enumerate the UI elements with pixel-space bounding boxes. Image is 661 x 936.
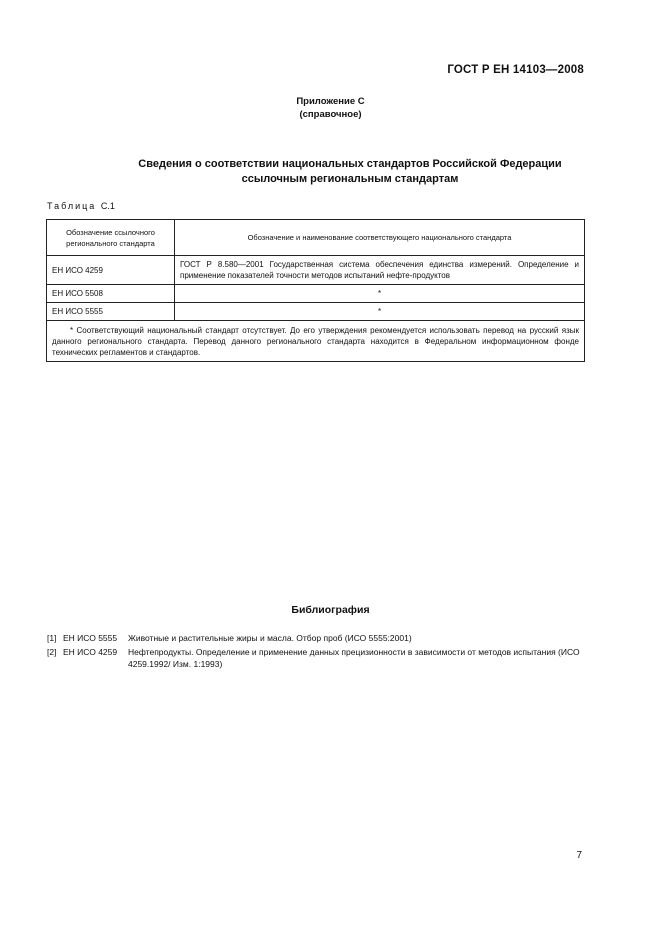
document-code: ГОСТ Р ЕН 14103—2008 [447,64,584,76]
table-footnote [47,321,585,362]
section-title-line2: ссылочным региональным стандартам [241,173,459,185]
table-cell-ref: ЕН ИСО 4259 [47,256,175,285]
table-cell-ref: ЕН ИСО 5555 [47,303,175,321]
appendix-subtitle: (справочное) [299,109,362,120]
section-title-line1: Сведения о соответствии национальных стандартов Российской Федерации [138,158,562,170]
table-footnote-text: * Соответствующий национальный стандарт отсутствует. До его утверждения рекомендуется использовать перевод на русский язык данного регионального стандарта. Перевод данного регионального стандарта находится в Федеральном информационном фонде технических регламентов и стандартов. [52,326,579,357]
appendix-title: Приложение С [296,96,365,107]
table-row [47,285,585,303]
table-row [47,256,585,285]
bibliography-item-number: [1] [47,633,57,643]
table-caption-number: С.1 [100,201,115,211]
table-caption-label: Таблица [47,201,97,211]
table-header-row [47,220,585,256]
table-header-ref: Обозначение ссылочного регионального стандарта [47,220,175,256]
bibliography-item-text: Нефтепродукты. Определение и применение данных прецизионности в зависимости от методов испытания (ИСО 4259.1992/ Изм. 1:1993) [128,647,580,669]
section-title [60,157,640,187]
bibliography-item-code: ЕН ИСО 5555 [63,633,118,643]
bibliography-item-number: [2] [47,647,57,657]
bibliography-list [47,632,587,672]
table-cell-national: * [175,285,585,303]
table-cell-ref: ЕН ИСО 5508 [47,285,175,303]
bibliography-item [47,632,587,644]
table-header-national: Обозначение и наименование соответствующего национального стандарта [175,220,585,256]
table-cell-national: * [175,303,585,321]
bibliography-item-text: Животные и растительные жиры и масла. Отбор проб (ИСО 5555:2001) [128,633,412,643]
appendix-heading [0,95,661,121]
bibliography-item-code: ЕН ИСО 4259 [63,647,118,657]
table-caption [47,201,115,211]
table-footnote-row [47,321,585,362]
bibliography-item [47,646,587,670]
table-row [47,303,585,321]
correspondence-table [46,219,585,362]
page-number: 7 [576,850,582,861]
bibliography-title: Библиография [291,604,370,616]
table-cell-national: ГОСТ Р 8.580—2001 Государственная система обеспечения единства измерений. Определение и применение показателей точности методов испытаний нефте-продуктов [175,256,585,285]
